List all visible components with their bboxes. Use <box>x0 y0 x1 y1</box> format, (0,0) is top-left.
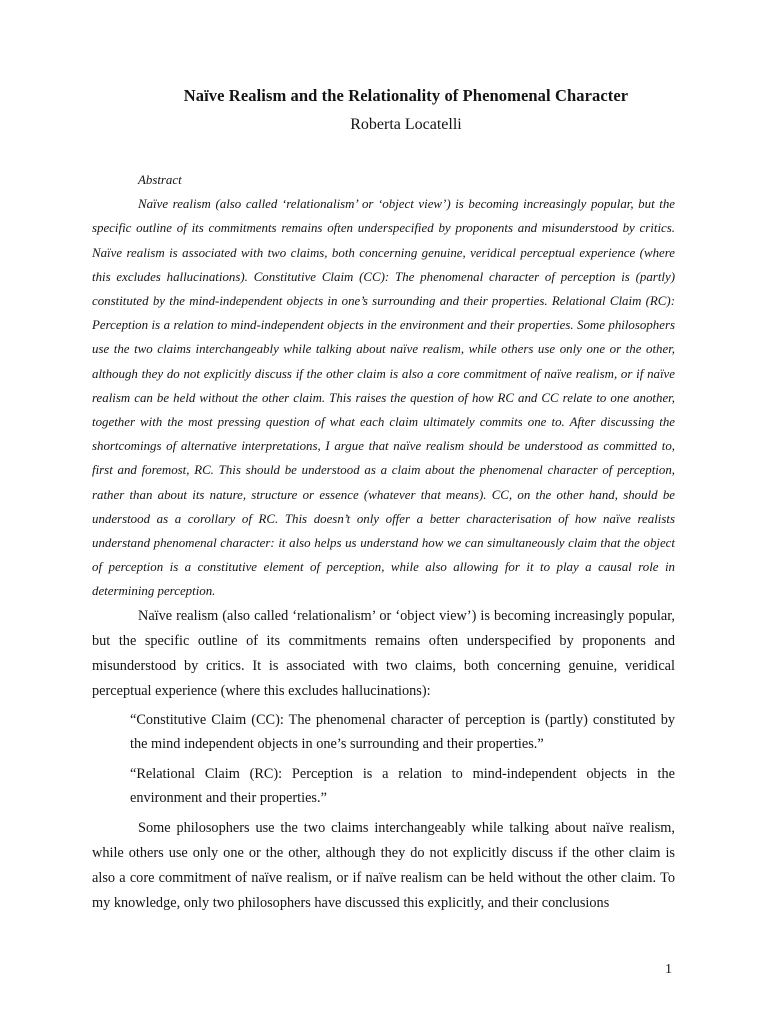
body-paragraph-1: Naïve realism (also called ‘relationalism’ or ‘object view’) is becoming increasingly popular, but the specific outline of its commitments remains often underspecified by proponents and misunderstood by critics. It is associated with two claims, both concerning genuine, veridical perceptual experience (where this excludes hallucinations): <box>92 608 675 699</box>
body-paragraph-2: Some philosophers use the two claims interchangeably while talking about naïve realism, while others use only one or the other, although they do not explicitly discuss if the other claim is also a core commitment of naïve realism, or if naïve realism can be held without the other claim. To my knowledge, only two philosophers have discussed this explicitly, and their conclusions <box>92 820 675 911</box>
author-name: Roberta Locatelli <box>350 116 462 133</box>
page-number: 1 <box>665 962 672 977</box>
abstract-text: Naïve realism (also called ‘relationalism’ or ‘object view’) is becoming increasingly popular, but the specific outline of its commitments remains often underspecified by proponents and misunderstood by critics. Naïve realism is associated with two claims, both concerning genuine, veridical perceptual experience (where this excludes hallucinations). Constitutive Claim (CC): The phenomenal character of perception is (partly) constituted by the mind-independent objects in one’s surrounding and their properties. Relational Claim (RC): Perception is a relation to mind-independent objects in the environment and their properties. Some philosophers use the two claims interchangeably while talking about naïve realism, while others use only one or the other, although they do not explicitly discuss if the other claim is also a core commitment of naïve realism, or if naïve realism can be held without the other claim. This raises the question of how RC and CC relate to one another, together with the most pressing question of what each claim ultimately commits one to. After discussing the shortcomings of alternative interpretations, I argue that naïve realism should be understood as committed to, first and foremost, RC. This should be understood as a claim about the phenomenal character of perception, rather than about its nature, structure or essence (whatever that means). CC, on the other hand, should be understood as a corollary of RC. This doesn’t only offer a better characterisation of how naïve realists understand phenomenal character: it also helps us understand how we can simultaneously claim that the object of perception is a constitutive element of perception, while also allowing for it to play a causal role in determining perception. <box>92 197 675 599</box>
block-quote-constitutive-claim: “Constitutive Claim (CC): The phenomenal character of perception is (partly) constituted by the mind independent objects in one’s surrounding and their properties.” <box>130 712 675 752</box>
abstract-heading: Abstract <box>138 173 182 187</box>
body-text <box>92 604 675 916</box>
block-quote-relational-claim: “Relational Claim (RC): Perception is a relation to mind-independent objects in the environment and their properties.” <box>130 766 675 806</box>
paper-title: Naïve Realism and the Relationality of Phenomenal Character <box>183 86 629 105</box>
abstract-section <box>92 168 675 604</box>
